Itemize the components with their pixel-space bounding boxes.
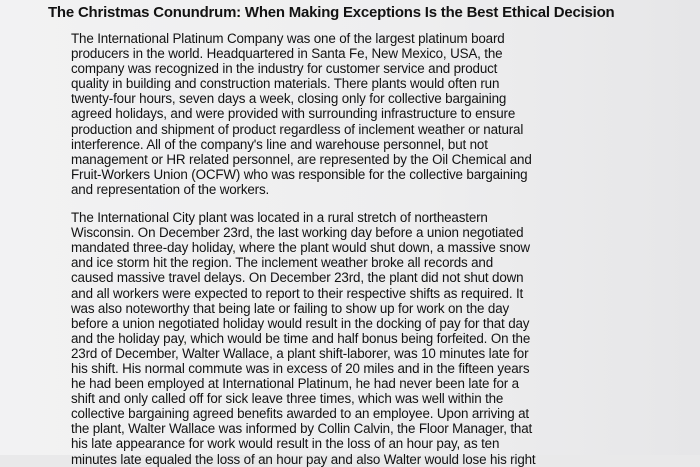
paragraph-line: was also noteworthy that being late or failing to show up for work on the day [71,300,510,316]
paragraph-line: and representation of the workers. [71,181,270,197]
paragraph-line: before a union negotiated holiday would result in the docking of pay for that day [71,315,530,331]
document-body [71,31,536,467]
paragraph-line: his late appearance for work would result in the loss of an hour pay, as ten [71,436,500,452]
paragraph-line: Fruit-Workers Union (OCFW) who was responsible for the collective bargaining [71,166,528,182]
document-title: The Christmas Conundrum: When Making Exceptions Is the Best Ethical Decision [48,4,615,21]
paragraph-line: agreed holidays, and were provided with surrounding infrastructure to ensure [71,106,516,122]
paragraph-line: Wisconsin. On December 23rd, the last working day before a union negotiated [71,225,524,241]
paragraph-line: shift and only called off for sick leave three times, which was well within the [71,391,504,407]
paragraph-line: company was recognized in the industry for customer service and product [71,61,498,77]
paragraph-line: interference. All of the company's line and warehouse personnel, but not [71,136,488,152]
paragraph-line: minutes late equaled the loss of an hour pay and also Walter would lose his right [71,451,536,467]
paragraph-line: he had been employed at International Platinum, he had never been late for a [71,376,519,392]
paragraph-line: 23rd of December, Walter Wallace, a plant shift-laborer, was 10 minutes late for [71,345,529,361]
paragraph-line: his shift. His normal commute was in excess of 20 miles and in the fifteen years [71,360,530,376]
paragraph-1 [71,31,532,197]
paragraph-line: and all workers were expected to report to their respective shifts as required. It [71,285,524,301]
paragraph-line: and the holiday pay, which would be time and half bonus being forfeited. On the [71,330,531,346]
paragraph-line: production and shipment of product regardless of inclement weather or natural [71,121,524,137]
paragraph-line: The International Platinum Company was one of the largest platinum board [71,31,505,46]
paragraph-line: and ice storm hit the region. The inclement weather broke all records and [71,255,493,271]
paragraph-line: producers in the world. Headquartered in Santa Fe, New Mexico, USA, the [71,46,503,62]
paragraph-line: The International City plant was located in a rural stretch of northeastern [71,210,488,226]
paragraph-line: quality in building and construction materials. There plants would often run [71,76,500,92]
paragraph-line: management or HR related personnel, are represented by the Oil Chemical and [71,151,532,167]
paragraph-line: caused massive travel delays. On December 23rd, the plant did not shut down [71,270,524,286]
paragraph-line: the plant, Walter Wallace was informed by Collin Calvin, the Floor Manager, that [71,421,533,437]
paragraph-line: mandated three-day holiday, where the plant would shut down, a massive snow [71,240,530,256]
paragraph-line: twenty-four hours, seven days a week, closing only for collective bargaining [71,91,507,107]
paragraph-line: collective bargaining agreed benefits awarded to an employee. Upon arriving at [71,406,530,422]
paragraph-2 [71,210,536,467]
